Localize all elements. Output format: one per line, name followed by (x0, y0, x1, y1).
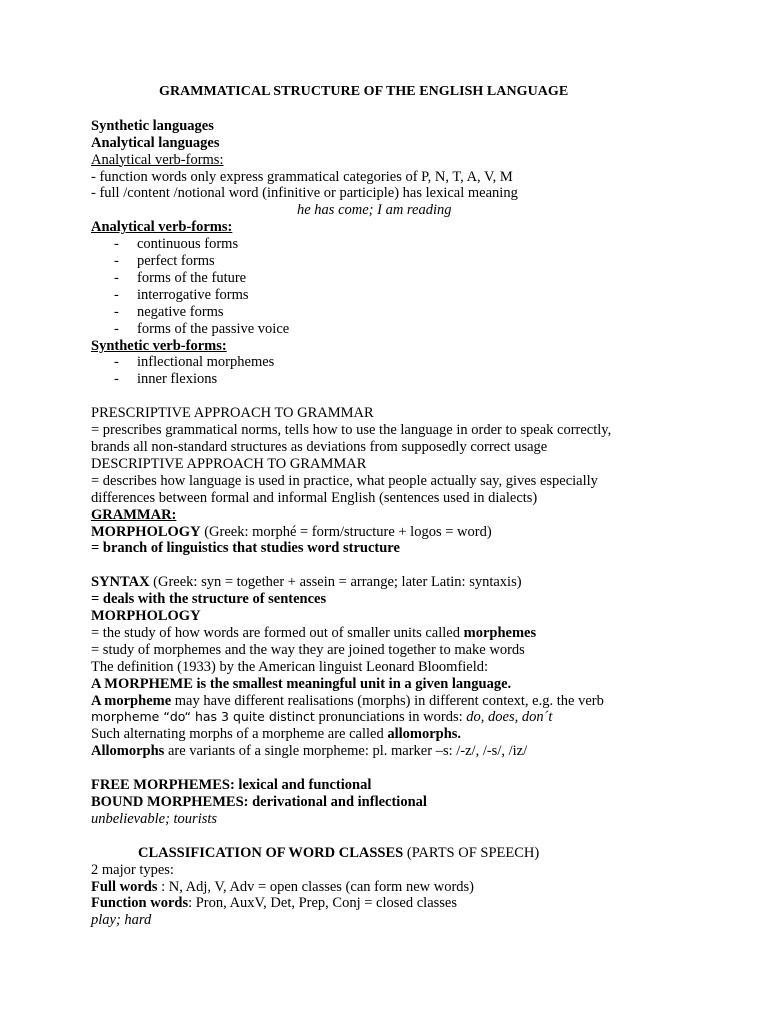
list-item: - perfect forms (114, 253, 215, 270)
free-morphemes-line: FREE MORPHEMES: lexical and functional (91, 777, 372, 794)
analytical-list (91, 236, 691, 337)
list-item: - forms of the passive voice (114, 320, 290, 337)
prescriptive-heading: PRESCRIPTIVE APPROACH TO GRAMMAR (91, 405, 374, 422)
list-item: - inner flexions (114, 371, 218, 388)
prescriptive-line: = prescribes grammatical norms, tells how to use the language in order to speak correctly, (91, 422, 612, 439)
function-words-class-line: Function words: Pron, AuxV, Det, Prep, Conj = closed classes (91, 895, 457, 912)
morpheme-definition: A MORPHEME is the smallest meaningful unit in a given language. (91, 675, 512, 692)
allomorphs-line: Allomorphs are variants of a single morpheme: pl. marker –s: /-z/, /-s/, /iz/ (91, 743, 528, 760)
major-types-line: 2 major types: (91, 861, 174, 878)
analytical-languages-heading: Analytical languages (91, 134, 220, 151)
do-morpheme-line: morpheme “do“ has 3 quite distinct pronunciations in words: do, does, don´t (91, 709, 553, 726)
list-item: - forms of the future (114, 269, 247, 286)
descriptive-heading: DESCRIPTIVE APPROACH TO GRAMMAR (91, 455, 367, 472)
example-has-come: he has come; I am reading (297, 202, 452, 219)
analytical-verb-forms-heading: Analytical verb-forms: (91, 219, 233, 236)
syntax-definition: = deals with the structure of sentences (91, 591, 327, 608)
bound-morphemes-line: BOUND MORPHEMES: derivational and inflectional (91, 794, 427, 810)
document-page (91, 84, 691, 929)
full-word-line: - full /content /notional word (infinitive or participle) has lexical meaning (91, 185, 518, 202)
synthetic-verb-forms-heading: Synthetic verb-forms: (91, 337, 227, 354)
morphology-definition: = branch of linguistics that studies word structure (91, 540, 400, 557)
full-words-line: Full words : N, Adj, V, Adv = open classes (can form new words) (91, 878, 474, 895)
morphology-line: MORPHOLOGY (Greek: morphé = form/structure + logos = word) (91, 523, 492, 540)
synthetic-languages-heading: Synthetic languages (91, 117, 214, 134)
analytical-verb-forms-label: Analytical verb-forms: (91, 151, 224, 168)
list-item: - interrogative forms (114, 286, 249, 303)
descriptive-line: = describes how language is used in practice, what people actually say, gives especially (91, 472, 598, 489)
spacer (91, 828, 691, 845)
spacer (91, 101, 691, 118)
classification-heading: CLASSIFICATION OF WORD CLASSES (PARTS OF SPEECH) (138, 844, 540, 861)
morphology-heading: MORPHOLOGY (91, 608, 201, 625)
play-hard-example: play; hard (91, 912, 152, 929)
bound-examples: unbelievable; tourists (91, 810, 218, 827)
allomorphs-called-line: Such alternating morphs of a morpheme are called allomorphs. (91, 726, 462, 743)
a-morpheme-line: A morpheme may have different realisations (morphs) in different context, e.g. the verb (91, 692, 604, 709)
study-morphemes-line: = study of morphemes and the way they are joined together to make words (91, 641, 525, 658)
synthetic-list (91, 354, 691, 388)
syntax-line: SYNTAX (Greek: syn = together + assein = arrange; later Latin: syntaxis) (91, 574, 522, 591)
descriptive-line: differences between formal and informal English (sentences used in dialects) (91, 489, 538, 506)
spacer (91, 388, 691, 405)
function-words-line: - function words only express grammatical categories of P, N, T, A, V, M (91, 168, 513, 185)
document-title: GRAMMATICAL STRUCTURE OF THE ENGLISH LANGUAGE (159, 84, 569, 99)
list-item: - continuous forms (114, 236, 239, 253)
prescriptive-line: brands all non-standard structures as deviations from supposedly correct usage (91, 439, 548, 455)
list-item: - negative forms (114, 303, 224, 320)
study-words-line: = the study of how words are formed out of smaller units called morphemes (91, 624, 537, 641)
grammar-heading: GRAMMAR: (91, 506, 177, 523)
spacer (91, 760, 691, 777)
definition-line: The definition (1933) by the American linguist Leonard Bloomfield: (91, 658, 489, 675)
spacer (91, 557, 691, 574)
list-item: - inflectional morphemes (114, 354, 275, 371)
